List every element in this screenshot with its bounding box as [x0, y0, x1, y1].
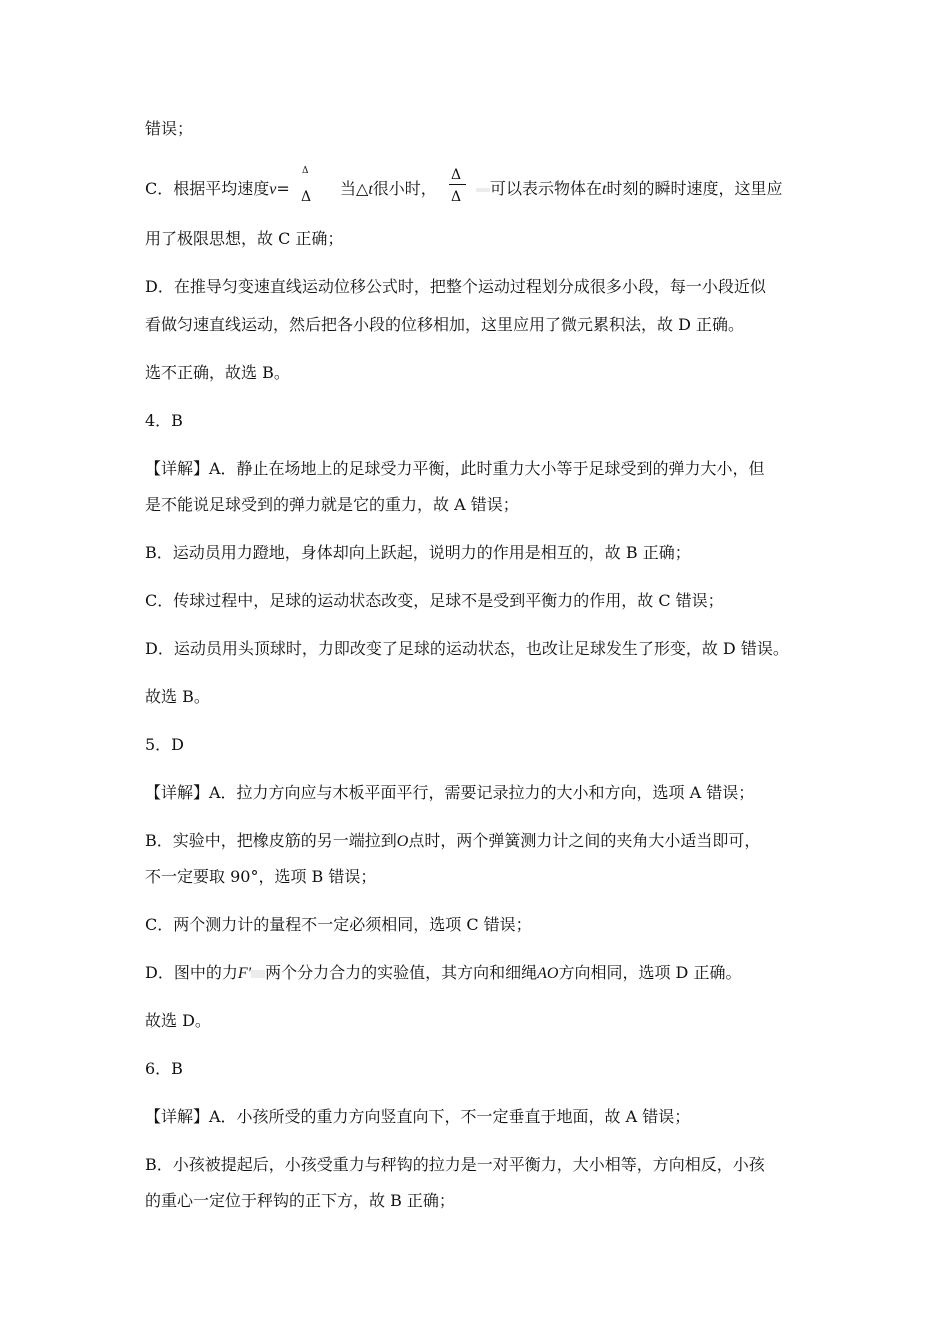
text: 用了极限思想，故 C 正确； [145, 229, 344, 248]
text: C．两个测力计的量程不一定必须相同，选项 C 错误； [145, 915, 532, 934]
text-line [145, 276, 766, 298]
option-c-line-mid [340, 178, 437, 201]
text: D．运动员用头顶球时，力即改变了足球的运动状态，也改让足球发生了形变，故 D 错误。 [145, 639, 789, 658]
option-c-line-end [476, 178, 782, 201]
text-line [145, 1154, 765, 1176]
text: 【详解】A．拉力方向应与木板平面平行，需要记录拉力的大小和方向，选项 A 错误； [145, 783, 755, 802]
var-v: v [269, 181, 277, 198]
text-line [145, 1190, 455, 1212]
text: 4．B [145, 411, 183, 430]
text-line [145, 782, 754, 804]
text: 点时，两个弹簧测力计之间的夹角大小适当即可， [408, 831, 761, 850]
text: 6．B [145, 1059, 183, 1078]
text: 时刻的瞬时速度，这里应 [606, 179, 783, 198]
text-line [145, 1106, 690, 1128]
text-line [145, 830, 760, 853]
fraction-denominator: Δ [301, 189, 312, 205]
var-t: t [602, 181, 607, 198]
ink-artifact [476, 188, 490, 192]
text: 5．D [145, 735, 185, 754]
text: 【详解】A．小孩所受的重力方向竖直向下，不一定垂直于地面，故 A 错误； [145, 1107, 691, 1126]
force-f-prime: F′ [237, 965, 252, 982]
text-line [145, 314, 744, 336]
option-c-line [145, 178, 290, 201]
text-line [145, 590, 724, 612]
text-line [145, 866, 376, 888]
ink-artifact [251, 970, 265, 978]
text-line [145, 494, 519, 516]
text-line [145, 962, 741, 985]
text: 不一定要取 90°，选项 B 错误； [145, 867, 377, 886]
text: 选不正确，故选 B。 [145, 363, 290, 382]
text-line [145, 118, 193, 140]
question-number [145, 410, 183, 432]
text-line [145, 458, 765, 480]
text-line [145, 362, 290, 384]
text: B．运动员用力蹬地，身体却向上跃起，说明力的作用是相互的，故 B 正确； [145, 543, 691, 562]
text: 是不能说足球受到的弹力就是它的重力，故 A 错误； [145, 495, 519, 514]
text: B．小孩被提起后，小孩受重力与秤钩的拉力是一对平衡力，大小相等，方向相反，小孩 [145, 1155, 765, 1174]
question-number [145, 1058, 183, 1080]
text: 很小时， [372, 179, 437, 198]
text: D．在推导匀变速直线运动位移公式时，把整个运动过程划分成很多小段，每一小段近似 [145, 277, 766, 296]
text: 可以表示物体在 [490, 179, 603, 198]
question-number [145, 734, 184, 756]
text: C．根据平均速度 [145, 179, 270, 198]
text-line [145, 228, 343, 250]
fraction-numerator: Δ [451, 167, 462, 183]
var-t: t [368, 181, 373, 198]
text-line [145, 542, 691, 564]
text: 看做匀速直线运动，然后把各小段的位移相加，这里应用了微元累积法，故 D 正确。 [145, 315, 745, 334]
text-line [145, 1010, 211, 1032]
text: 的重心一定位于秤钩的正下方，故 B 正确； [145, 1191, 455, 1210]
text: 故选 D。 [145, 1011, 211, 1030]
text-line [145, 638, 789, 660]
point-o: O [396, 833, 409, 850]
text-line [145, 686, 210, 708]
equals: = [276, 179, 290, 198]
text: 错误； [145, 119, 194, 138]
rope-ao: AO [537, 965, 559, 982]
text: B．实验中，把橡皮筋的另一端拉到 [145, 831, 397, 850]
text: 两个分力合力的实验值，其方向和细绳 [265, 963, 538, 982]
text: 故选 B。 [145, 687, 210, 706]
fraction-denominator: Δ [451, 189, 462, 205]
text: 方向相同，选项 D 正确。 [558, 963, 742, 982]
text: 【详解】A．静止在场地上的足球受力平衡，此时重力大小等于足球受到的弹力大小，但 [145, 459, 765, 478]
text-line [145, 914, 532, 936]
text: D．图中的力 [145, 963, 238, 982]
fraction-bar [449, 184, 466, 185]
fraction-numerator: Δ [302, 166, 309, 176]
text: C．传球过程中，足球的运动状态改变，足球不是受到平衡力的作用，故 C 错误； [145, 591, 724, 610]
text: 当△ [340, 179, 369, 198]
